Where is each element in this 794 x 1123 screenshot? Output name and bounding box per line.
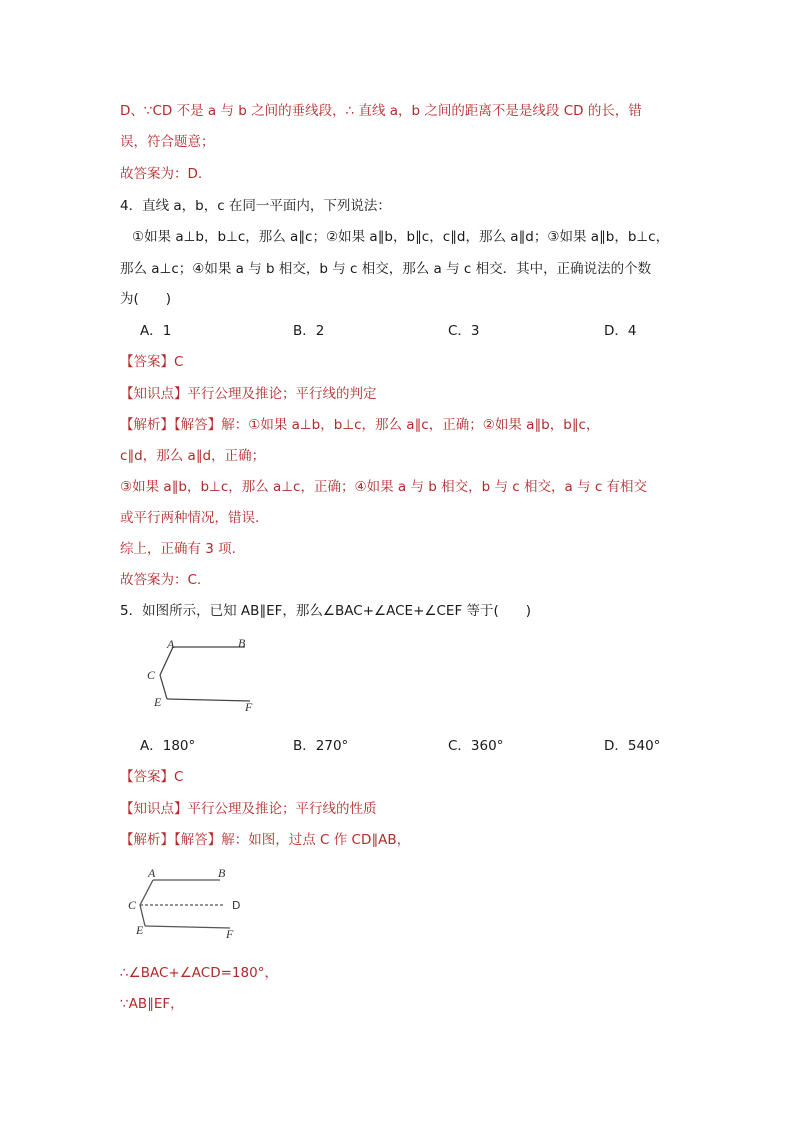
- q4-answer: 【答案】C: [120, 354, 184, 370]
- label-b: B: [238, 636, 246, 650]
- label-d: D: [232, 899, 241, 912]
- q5-knowledge-point: 【知识点】平行公理及推论；平行线的性质: [120, 801, 377, 817]
- option-d-explanation-line1: D、∵CD 不是 a 与 b 之间的垂线段，∴ 直线 a，b 之间的距离不是是线段 CD 的长，错: [120, 103, 642, 119]
- q4-statement-line2: 那么 a⊥c；④如果 a 与 b 相交，b 与 c 相交，那么 a 与 c 相交．其中，正确说法的个数: [120, 261, 652, 277]
- q5-figure: [140, 635, 270, 717]
- label-a: A: [148, 866, 156, 880]
- previous-final-answer: 故答案为：D.: [120, 166, 203, 182]
- label-f: F: [226, 927, 234, 941]
- q5-option-b: B．270°: [293, 738, 349, 754]
- q4-option-d: D．4: [604, 323, 637, 339]
- label-a: A: [167, 637, 175, 651]
- q5-option-a: A．180°: [140, 738, 196, 754]
- q4-solution-line2: c∥d，那么 a∥d，正确；: [120, 448, 266, 464]
- q4-final-answer: 故答案为：C.: [120, 572, 202, 588]
- label-c: C: [128, 898, 137, 912]
- q5-solution-figure: [120, 862, 260, 944]
- q5-option-c: C．360°: [448, 738, 504, 754]
- q5-solution-text: 【解析】【解答】解：如图，过点 C 作 CD∥AB，: [120, 832, 411, 848]
- label-f: F: [245, 700, 253, 714]
- q4-statement-line3: 为( ): [120, 291, 172, 307]
- q4-knowledge-point: 【知识点】平行公理及推论；平行线的判定: [120, 386, 377, 402]
- q4-solution-line1: 【解析】【解答】解：①如果 a⊥b，b⊥c，那么 a∥c，正确；②如果 a∥b，b∥c，: [120, 417, 600, 433]
- q5-option-d: D．540°: [604, 738, 661, 754]
- option-d-explanation-line2: 误，符合题意；: [120, 134, 215, 150]
- q4-option-c: C．3: [448, 323, 480, 339]
- q5-stem: 5．如图所示，已知 AB∥EF，那么∠BAC+∠ACE+∠CEF 等于( ): [120, 603, 532, 619]
- q5-solution-line1: [120, 830, 410, 850]
- q4-statement-line1: ①如果 a⊥b，b⊥c，那么 a∥c；②如果 a∥b，b∥c，c∥d，那么 a∥d；③如果 a∥b，b⊥c，: [132, 229, 670, 245]
- q5-step1: ∴∠BAC+∠ACD=180°，: [120, 965, 278, 981]
- q4-summary: 综上，正确有 3 项.: [120, 541, 236, 557]
- label-c: C: [147, 668, 156, 682]
- q4-stem: 4．直线 a，b，c 在同一平面内，下列说法：: [120, 198, 391, 214]
- q4-option-b: B．2: [293, 323, 325, 339]
- q4-option-a: A．1: [140, 323, 172, 339]
- label-b: B: [218, 866, 226, 880]
- q4-solution-line3: ③如果 a∥b，b⊥c，那么 a⊥c，正确；④如果 a 与 b 相交，b 与 c 相交，a 与 c 有相交: [120, 479, 648, 495]
- q5-step2: ∵AB∥EF，: [120, 996, 184, 1012]
- label-e: E: [136, 923, 144, 937]
- q5-answer: 【答案】C: [120, 769, 184, 785]
- q4-solution-line4: 或平行两种情况，错误.: [120, 510, 260, 526]
- label-e: E: [154, 695, 162, 709]
